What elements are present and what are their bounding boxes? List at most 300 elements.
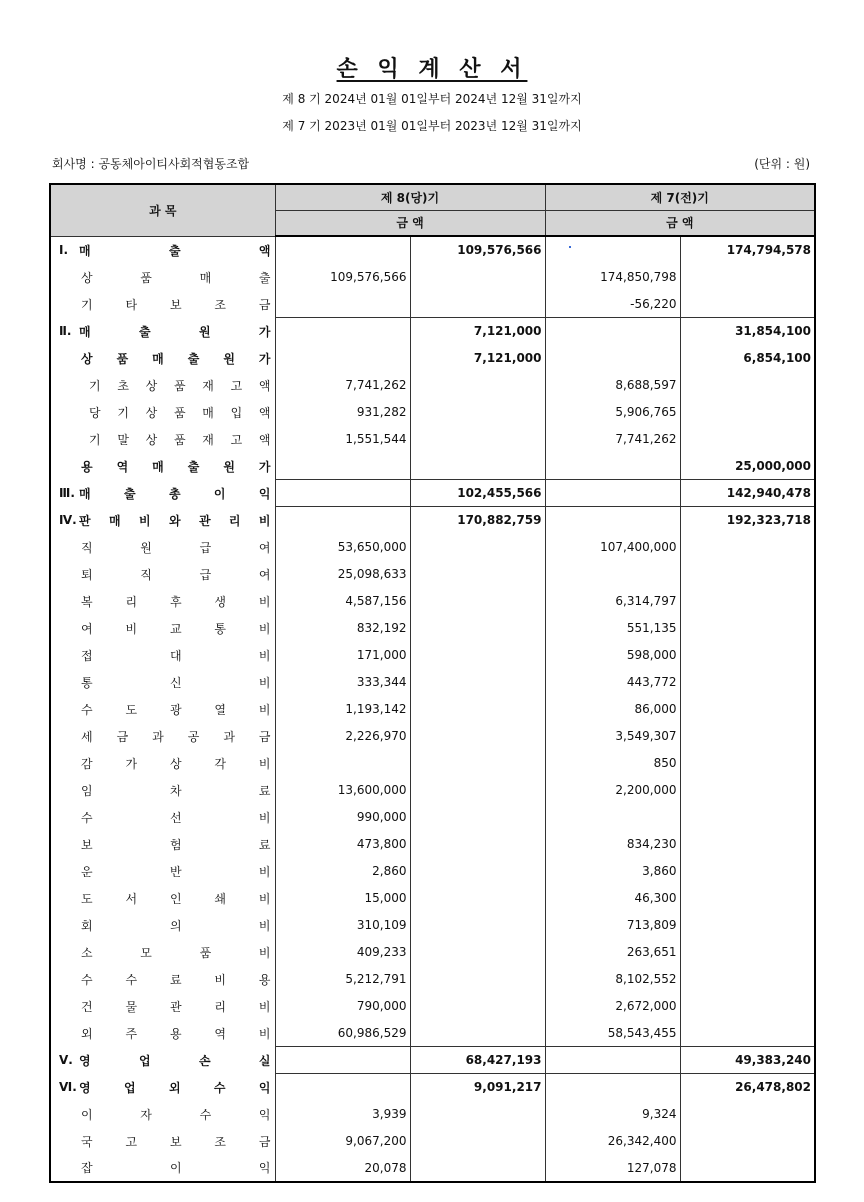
account-cell xyxy=(50,777,275,804)
amount-cell-c-tot xyxy=(410,615,545,642)
account-cell xyxy=(50,723,275,750)
amount-cell-p-tot xyxy=(680,372,815,399)
table-row xyxy=(50,723,815,750)
amount-cell-c-tot xyxy=(410,1101,545,1128)
section-number: Ⅵ. xyxy=(59,1080,77,1094)
account-label-char: 관 xyxy=(169,999,182,1014)
account-label-char: 여 xyxy=(81,621,93,636)
amount-cell-p-sub: 46,300 xyxy=(545,885,680,912)
account-label-char: 금 xyxy=(258,729,271,744)
account-label-char: 금 xyxy=(258,1134,271,1149)
amount-cell-p-sub: 107,400,000 xyxy=(545,534,680,561)
account-label-char: 공 xyxy=(187,729,200,744)
amount-cell-c-sub xyxy=(275,480,410,507)
table-row xyxy=(50,642,815,669)
amount-cell-p-sub: 3,549,307 xyxy=(545,723,680,750)
account-label-char: 영 xyxy=(79,1053,91,1068)
amount-cell-c-sub: 790,000 xyxy=(275,993,410,1020)
amount-cell-p-tot xyxy=(680,858,815,885)
table-row xyxy=(50,939,815,966)
amount-cell-c-sub: 53,650,000 xyxy=(275,534,410,561)
amount-cell-c-tot xyxy=(410,993,545,1020)
account-label-char: 급 xyxy=(199,540,212,555)
amount-cell-p-tot xyxy=(680,723,815,750)
account-label-char: 금 xyxy=(258,297,271,312)
account-label-char: 열 xyxy=(214,702,226,717)
account-label-char: 익 xyxy=(258,486,271,501)
account-label-char: 익 xyxy=(258,1107,271,1122)
table-row xyxy=(50,831,815,858)
account-label-char: 매 xyxy=(202,405,214,420)
amount-cell-p-sub: 850 xyxy=(545,750,680,777)
amount-cell-p-sub xyxy=(545,507,680,534)
period-prior: 제 7 기 2023년 01월 01일부터 2023년 12월 31일까지 xyxy=(282,119,582,133)
account-label-char: 비 xyxy=(258,675,271,690)
account-label-char: 반 xyxy=(169,864,182,879)
account-label-char: 회 xyxy=(81,918,93,933)
amount-cell-c-tot xyxy=(410,966,545,993)
table-row xyxy=(50,1128,815,1155)
account-label-char: 외 xyxy=(168,1080,181,1095)
table-row xyxy=(50,1101,815,1128)
account-label-char: 액 xyxy=(258,405,271,420)
account-label-char: 비 xyxy=(258,621,271,636)
account-label-char: 비 xyxy=(258,594,271,609)
amount-cell-c-tot xyxy=(410,372,545,399)
table-row xyxy=(50,1074,815,1101)
amount-cell-p-tot xyxy=(680,966,815,993)
amount-cell-c-sub xyxy=(275,1074,410,1101)
amount-cell-p-tot xyxy=(680,939,815,966)
amount-cell-p-sub: 834,230 xyxy=(545,831,680,858)
account-cell xyxy=(50,372,275,399)
account-label-char: 교 xyxy=(169,621,182,636)
amount-cell-c-tot xyxy=(410,885,545,912)
amount-cell-c-sub: 20,078 xyxy=(275,1155,410,1182)
account-label-char: 국 xyxy=(81,1134,93,1149)
account-label-char: 매 xyxy=(152,351,164,366)
amount-cell-c-tot xyxy=(410,804,545,831)
amount-cell-p-tot: 49,383,240 xyxy=(680,1047,815,1074)
amount-cell-c-sub xyxy=(275,453,410,480)
account-label-char: 이 xyxy=(81,1107,93,1122)
account-cell xyxy=(50,696,275,723)
account-label-char: 운 xyxy=(81,864,93,879)
amount-cell-c-sub xyxy=(275,1047,410,1074)
amount-cell-p-sub xyxy=(545,804,680,831)
table-row xyxy=(50,777,815,804)
account-label-char: 관 xyxy=(198,513,211,528)
amount-cell-p-tot xyxy=(680,831,815,858)
amount-cell-c-tot xyxy=(410,696,545,723)
account-label-char: 실 xyxy=(258,1053,271,1068)
account-label-char: 용 xyxy=(258,972,271,987)
account-cell xyxy=(50,1020,275,1047)
account-cell xyxy=(51,237,275,264)
account-label-char: 가 xyxy=(258,459,271,474)
account-label-char: 용 xyxy=(169,1026,182,1041)
amount-cell-c-tot xyxy=(410,399,545,426)
table-row xyxy=(50,696,815,723)
table-row xyxy=(50,669,815,696)
account-label-char: 원 xyxy=(223,459,235,474)
account-cell xyxy=(50,831,275,858)
account-label-char: 료 xyxy=(258,837,271,852)
amount-cell-c-tot xyxy=(410,1020,545,1047)
unit-label: (단위 : 원) xyxy=(754,157,810,171)
amount-cell-c-sub: 409,233 xyxy=(275,939,410,966)
amount-cell-c-sub: 25,098,633 xyxy=(275,561,410,588)
account-label-char: 상 xyxy=(145,378,158,393)
amount-cell-p-tot xyxy=(680,264,815,291)
account-label-char: 비 xyxy=(138,513,151,528)
account-label-char: 쇄 xyxy=(214,891,226,906)
document-title: 손 익 계 산 서 xyxy=(336,57,528,82)
amount-cell-p-sub: 6,314,797 xyxy=(545,588,680,615)
account-label-char: 원 xyxy=(223,351,235,366)
account-label-char: 통 xyxy=(81,675,93,690)
amount-cell-p-sub: 263,651 xyxy=(545,939,680,966)
account-label-char: 재 xyxy=(202,378,214,393)
table-row xyxy=(50,1020,815,1047)
account-label-char: 생 xyxy=(214,594,226,609)
table-row xyxy=(50,561,815,588)
account-label-char: 매 xyxy=(79,324,91,339)
account-label-char: 도 xyxy=(125,702,138,717)
account-label-char: 인 xyxy=(169,891,182,906)
account-label-char: 수 xyxy=(199,1107,212,1122)
amount-cell-p-sub: 443,772 xyxy=(545,669,680,696)
account-cell xyxy=(50,264,275,291)
account-label-char: 과 xyxy=(152,729,164,744)
account-label-char: 출 xyxy=(168,243,181,258)
table-row xyxy=(50,236,815,264)
account-cell xyxy=(50,993,275,1020)
amount-cell-p-tot xyxy=(680,588,815,615)
amount-cell-p-sub: 7,741,262 xyxy=(545,426,680,453)
amount-cell-p-sub xyxy=(545,345,680,372)
table-row xyxy=(50,750,815,777)
amount-cell-p-sub xyxy=(545,453,680,480)
amount-cell-p-tot xyxy=(680,291,815,318)
header-prior-period: 제 7(전)기 xyxy=(545,184,815,210)
account-label-char: 입 xyxy=(230,405,243,420)
account-label-char: 주 xyxy=(125,1026,138,1041)
account-label-char: 금 xyxy=(116,729,129,744)
amount-cell-c-sub: 4,587,156 xyxy=(275,588,410,615)
account-label-char: 모 xyxy=(140,945,152,960)
account-label-char: 매 xyxy=(152,459,164,474)
amount-cell-c-sub xyxy=(275,507,410,534)
amount-cell-p-tot xyxy=(680,993,815,1020)
account-cell xyxy=(50,642,275,669)
amount-cell-p-sub: -56,220 xyxy=(545,291,680,318)
account-label-char: 매 xyxy=(79,486,91,501)
amount-cell-p-tot xyxy=(680,669,815,696)
account-label-char: 품 xyxy=(140,270,152,285)
amount-cell-p-sub: 2,200,000 xyxy=(545,777,680,804)
amount-cell-p-tot xyxy=(680,912,815,939)
account-label-char: 품 xyxy=(116,351,129,366)
amount-cell-c-tot xyxy=(410,912,545,939)
amount-cell-c-tot xyxy=(410,669,545,696)
table-row xyxy=(50,318,815,345)
amount-cell-p-tot xyxy=(680,1128,815,1155)
amount-cell-c-sub: 60,986,529 xyxy=(275,1020,410,1047)
account-label-char: 험 xyxy=(169,837,182,852)
account-cell xyxy=(50,534,275,561)
account-label-char: 소 xyxy=(81,945,93,960)
period-current: 제 8 기 2024년 01월 01일부터 2024년 12월 31일까지 xyxy=(282,92,582,106)
table-row xyxy=(50,858,815,885)
amount-cell-c-tot xyxy=(410,858,545,885)
header-current-period: 제 8(당)기 xyxy=(275,184,545,210)
amount-cell-c-sub xyxy=(275,750,410,777)
account-label-char: 비 xyxy=(125,621,138,636)
amount-cell-p-sub xyxy=(545,480,680,507)
amount-cell-p-tot xyxy=(680,399,815,426)
account-label-char: 상 xyxy=(145,405,158,420)
account-label-char: 고 xyxy=(125,1134,138,1149)
amount-cell-p-tot xyxy=(680,1155,815,1182)
account-label-char: 매 xyxy=(108,513,121,528)
amount-cell-p-sub: 3,860 xyxy=(545,858,680,885)
amount-cell-p-sub: 5,906,765 xyxy=(545,399,680,426)
amount-cell-c-tot xyxy=(410,831,545,858)
amount-cell-c-tot xyxy=(410,1155,545,1182)
account-label-char: 영 xyxy=(79,1080,91,1095)
account-label-char: 상 xyxy=(169,756,182,771)
account-label-char: 도 xyxy=(81,891,93,906)
account-label-char: 조 xyxy=(214,297,226,312)
account-label-char: 업 xyxy=(123,1080,136,1095)
account-label-char: 비 xyxy=(258,945,271,960)
amount-cell-p-sub xyxy=(545,236,680,264)
account-cell xyxy=(50,426,275,453)
account-label-char: 과 xyxy=(223,729,235,744)
amount-cell-p-sub: 2,672,000 xyxy=(545,993,680,1020)
account-label-char: 기 xyxy=(81,297,93,312)
account-cell xyxy=(50,615,275,642)
account-label-char: 건 xyxy=(81,999,93,1014)
amount-cell-c-sub xyxy=(275,318,410,345)
account-label-char: 수 xyxy=(81,702,93,717)
amount-cell-p-tot xyxy=(680,615,815,642)
table-row xyxy=(50,372,815,399)
account-label-char: 복 xyxy=(81,594,93,609)
account-cell xyxy=(50,453,275,480)
amount-cell-c-tot: 9,091,217 xyxy=(410,1074,545,1101)
account-label-char: 여 xyxy=(258,567,271,582)
account-label-char: 비 xyxy=(258,648,271,663)
account-label-char: 세 xyxy=(81,729,93,744)
account-label-char: 품 xyxy=(173,432,186,447)
amount-cell-c-sub: 15,000 xyxy=(275,885,410,912)
section-number: Ⅳ. xyxy=(59,513,77,527)
amount-cell-p-tot xyxy=(680,804,815,831)
account-label-char: 수 xyxy=(213,1080,226,1095)
account-label-char: 액 xyxy=(258,378,271,393)
amount-cell-p-sub: 8,102,552 xyxy=(545,966,680,993)
account-label-char: 보 xyxy=(169,297,182,312)
account-label-char: 물 xyxy=(125,999,138,1014)
table-row xyxy=(50,291,815,318)
account-cell xyxy=(50,966,275,993)
account-label-char: 보 xyxy=(81,837,93,852)
account-label-char: 급 xyxy=(199,567,212,582)
amount-cell-c-sub: 109,576,566 xyxy=(275,264,410,291)
amount-cell-p-tot: 6,854,100 xyxy=(680,345,815,372)
account-label-char: 수 xyxy=(125,972,138,987)
account-label-char: 통 xyxy=(214,621,226,636)
account-label-char: 출 xyxy=(258,270,271,285)
account-label-char: 서 xyxy=(125,891,138,906)
account-label-char: 출 xyxy=(187,459,200,474)
account-label-char: 비 xyxy=(258,756,271,771)
amount-cell-c-sub: 990,000 xyxy=(275,804,410,831)
account-label-char: 외 xyxy=(81,1026,93,1041)
account-label-char: 액 xyxy=(258,243,271,258)
account-label-char: 비 xyxy=(258,999,271,1014)
account-label-char: 자 xyxy=(140,1107,152,1122)
account-label-char: 기 xyxy=(117,405,129,420)
amount-cell-c-tot: 7,121,000 xyxy=(410,318,545,345)
account-label-char: 타 xyxy=(125,297,138,312)
amount-cell-p-tot: 26,478,802 xyxy=(680,1074,815,1101)
account-label-char: 잡 xyxy=(81,1161,93,1175)
account-cell xyxy=(50,399,275,426)
account-label-char: 역 xyxy=(214,1026,226,1041)
account-cell xyxy=(51,1047,275,1074)
table-row xyxy=(50,1155,815,1182)
account-label-char: 대 xyxy=(169,648,182,663)
account-label-char: 조 xyxy=(214,1134,226,1149)
account-label-char: 용 xyxy=(81,459,93,474)
amount-cell-p-sub xyxy=(545,561,680,588)
account-label-char: 초 xyxy=(117,378,129,393)
amount-cell-p-sub xyxy=(545,1047,680,1074)
account-label-char: 비 xyxy=(258,702,271,717)
account-cell xyxy=(50,750,275,777)
account-cell xyxy=(50,885,275,912)
account-label-char: 가 xyxy=(125,756,138,771)
amount-cell-c-tot: 109,576,566 xyxy=(410,236,545,264)
account-label-char: 이 xyxy=(213,486,226,501)
account-label-char: 리 xyxy=(125,594,138,609)
amount-cell-p-sub: 86,000 xyxy=(545,696,680,723)
amount-cell-c-tot xyxy=(410,264,545,291)
account-label-char: 비 xyxy=(258,864,271,879)
amount-cell-c-sub: 5,212,791 xyxy=(275,966,410,993)
amount-cell-c-tot: 102,455,566 xyxy=(410,480,545,507)
amount-cell-c-sub: 333,344 xyxy=(275,669,410,696)
amount-cell-c-tot xyxy=(410,588,545,615)
account-label-char: 액 xyxy=(258,432,271,447)
amount-cell-c-sub: 13,600,000 xyxy=(275,777,410,804)
amount-cell-p-tot xyxy=(680,696,815,723)
amount-cell-c-sub: 1,551,544 xyxy=(275,426,410,453)
amount-cell-p-tot xyxy=(680,534,815,561)
amount-cell-c-sub: 9,067,200 xyxy=(275,1128,410,1155)
account-label-char: 선 xyxy=(169,810,182,825)
account-label-char: 리 xyxy=(228,513,241,528)
section-number: Ⅴ. xyxy=(59,1053,73,1067)
company-name: 회사명 : 공동체아이티사회적협동조합 xyxy=(52,157,250,171)
header-account: 과 목 xyxy=(50,184,275,236)
account-cell xyxy=(51,507,275,534)
account-label-char: 품 xyxy=(173,405,186,420)
amount-cell-c-sub: 931,282 xyxy=(275,399,410,426)
account-label-char: 비 xyxy=(258,918,271,933)
account-label-char: 비 xyxy=(258,1026,271,1041)
amount-cell-c-sub: 310,109 xyxy=(275,912,410,939)
account-label-char: 출 xyxy=(123,486,136,501)
amount-cell-p-tot xyxy=(680,777,815,804)
section-number: Ⅱ. xyxy=(59,324,72,338)
account-label-char: 보 xyxy=(169,1134,182,1149)
table-row xyxy=(50,966,815,993)
amount-cell-c-sub: 3,939 xyxy=(275,1101,410,1128)
account-label-char: 비 xyxy=(258,513,271,528)
amount-cell-p-tot: 31,854,100 xyxy=(680,318,815,345)
amount-cell-c-tot xyxy=(410,1128,545,1155)
table-row xyxy=(50,399,815,426)
account-label-char: 역 xyxy=(116,459,129,474)
amount-cell-c-tot: 170,882,759 xyxy=(410,507,545,534)
amount-cell-p-tot: 142,940,478 xyxy=(680,480,815,507)
account-label-char: 출 xyxy=(187,351,200,366)
account-cell xyxy=(50,1128,275,1155)
account-label-char: 기 xyxy=(89,378,101,393)
account-cell xyxy=(50,858,275,885)
amount-cell-c-sub xyxy=(275,291,410,318)
amount-cell-p-tot: 174,794,578 xyxy=(680,236,815,264)
account-label-char: 말 xyxy=(117,432,129,447)
account-label-char: 신 xyxy=(169,675,182,690)
table-row xyxy=(50,345,815,372)
table-row xyxy=(50,615,815,642)
account-label-char: 차 xyxy=(169,783,182,798)
account-cell xyxy=(50,561,275,588)
amount-cell-p-sub: 174,850,798 xyxy=(545,264,680,291)
account-label-char: 각 xyxy=(214,756,226,771)
account-cell xyxy=(51,318,275,345)
amount-cell-p-tot xyxy=(680,642,815,669)
header-prior-amount: 금 액 xyxy=(545,210,815,236)
amount-cell-p-sub xyxy=(545,318,680,345)
account-label-char: 임 xyxy=(81,783,93,798)
account-label-char: 재 xyxy=(202,432,214,447)
account-label-char: 익 xyxy=(258,1080,271,1095)
account-label-char: 고 xyxy=(230,378,243,393)
amount-cell-p-sub: 713,809 xyxy=(545,912,680,939)
account-label-char: 비 xyxy=(214,972,226,987)
amount-cell-p-sub: 127,078 xyxy=(545,1155,680,1182)
amount-cell-c-tot xyxy=(410,291,545,318)
table-row xyxy=(50,534,815,561)
account-label-char: 수 xyxy=(81,810,93,825)
section-number: Ⅲ. xyxy=(59,486,75,500)
account-label-char: 와 xyxy=(168,513,181,528)
account-label-char: 고 xyxy=(230,432,243,447)
account-label-char: 매 xyxy=(199,270,212,285)
account-label-char: 원 xyxy=(140,540,152,555)
table-row xyxy=(50,912,815,939)
amount-cell-c-sub xyxy=(275,345,410,372)
amount-cell-p-tot xyxy=(680,561,815,588)
amount-cell-p-tot xyxy=(680,1101,815,1128)
account-label-char: 상 xyxy=(145,432,158,447)
